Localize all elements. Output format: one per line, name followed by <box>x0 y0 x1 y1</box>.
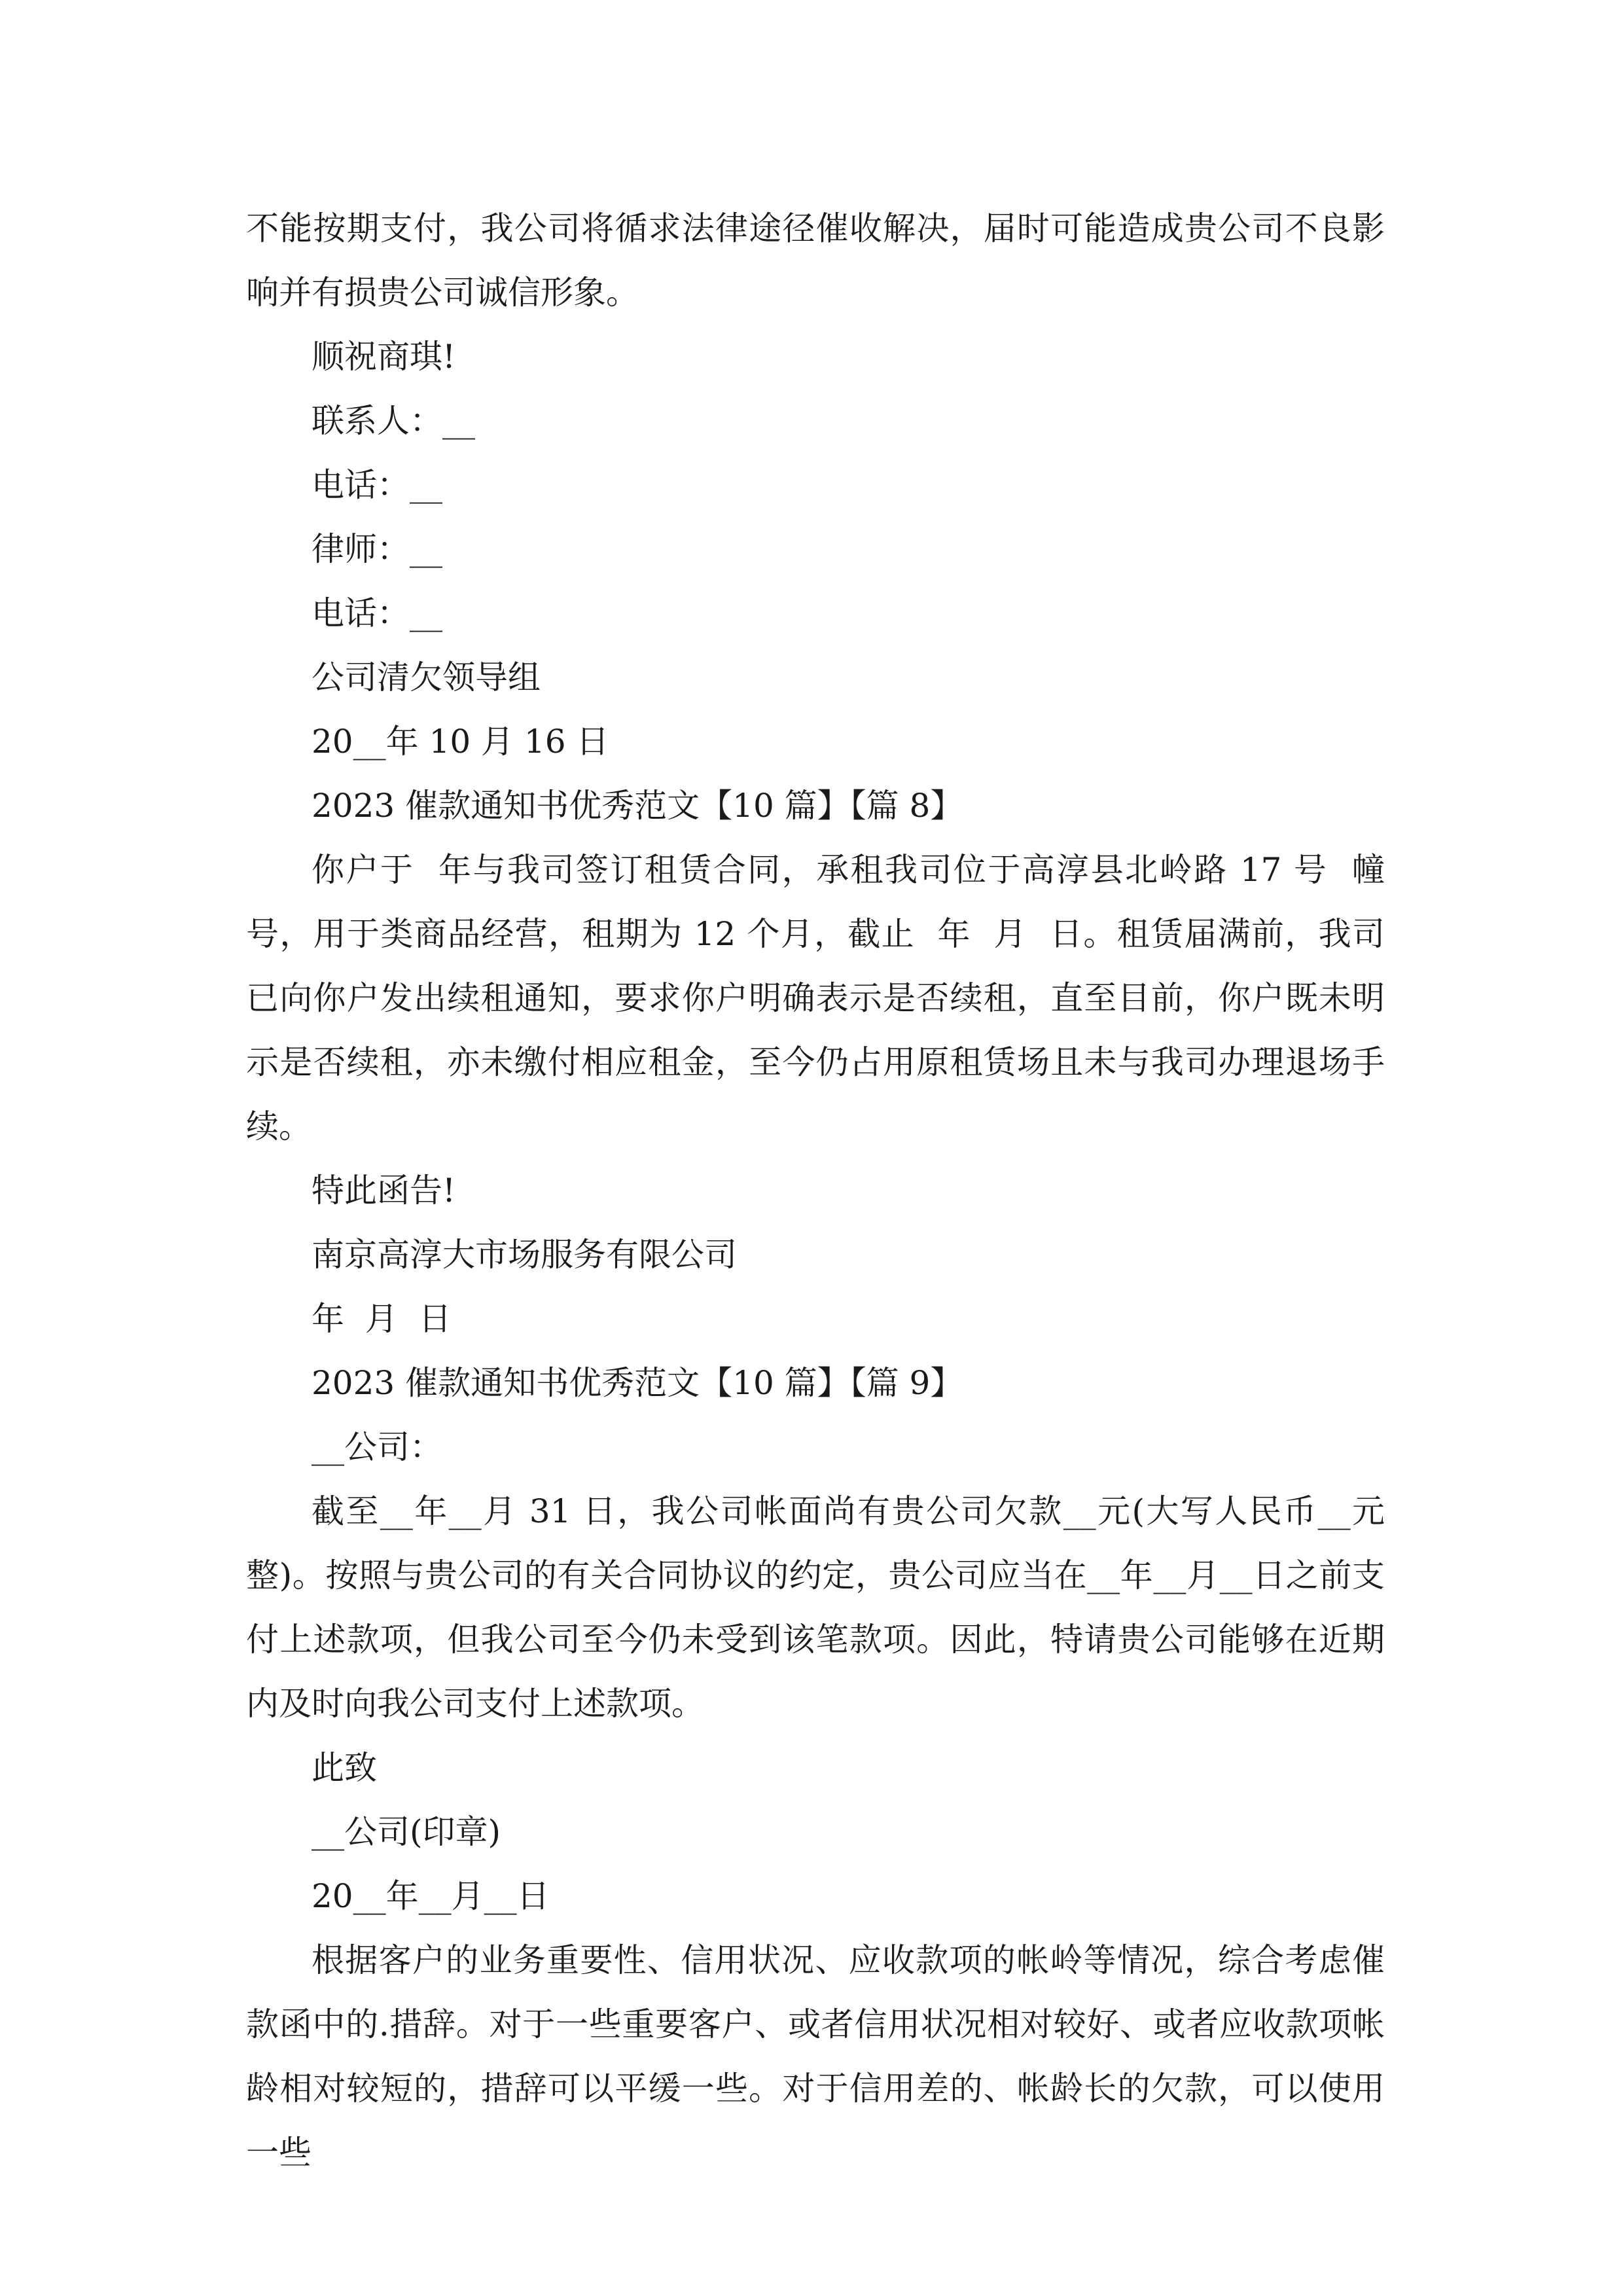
paragraph: 电话：__ <box>312 594 442 632</box>
paragraph: 南京高淳大市场服务有限公司 <box>312 1236 737 1274</box>
paragraph: 此致 <box>312 1749 377 1787</box>
paragraph: 你户于 年与我司签订租赁合同，承租我司位于高淳县北岭路 17 号 幢 号，用于类商品经营，租期为 12 个月，截止 年 月 日。租赁届满前，我司已向你户发出续租通知，要求你户明确表示是否续租，直至目前，你户既未明示是否续租，亦未缴付相应租金，至今仍占用原租赁场且未与我司办理退场手续。 <box>246 851 1406 1145</box>
paragraph: 特此函告! <box>312 1172 456 1210</box>
paragraph: 公司清欠领导组 <box>312 658 541 696</box>
paragraph: 根据客户的业务重要性、信用状况、应收款项的帐岭等情况，综合考虑催款函中的.措辞。对于一些重要客户、或者信用状况相对较好、或者应收款项帐龄相对较短的，措辞可以平缓一些。对于信用差的、帐龄长的欠款，可以使用一些 <box>246 1941 1385 2172</box>
paragraph: 顺祝商琪! <box>312 338 456 376</box>
paragraph: 年 月 日 <box>312 1300 452 1338</box>
paragraph: 联系人：__ <box>312 402 475 440</box>
paragraph: 截至__年__月 31 日，我公司帐面尚有贵公司欠款__元(大写人民币__元整)。按照与贵公司的有关合同协议的约定，贵公司应当在__年__月__日之前支付上述款项，但我公司至今仍未受到该笔款项。因此，特请贵公司能够在近期内及时向我公司支付上述款项。 <box>246 1492 1385 1723</box>
paragraph: 20__年 10 月 16 日 <box>312 723 609 761</box>
paragraph: 不能按期支付，我公司将循求法律途径催收解决，届时可能造成贵公司不良影响并有损贵公司诚信形象。 <box>246 209 1385 312</box>
paragraph: __公司： <box>312 1428 442 1466</box>
paragraph: 20__年__月__日 <box>312 1877 550 1915</box>
paragraph: __公司(印章) <box>312 1813 501 1851</box>
paragraph: 电话：__ <box>312 466 442 504</box>
paragraph: 2023 催款通知书优秀范文【10 篇】【篇 9】 <box>312 1364 963 1402</box>
paragraph: 律师：__ <box>312 530 442 568</box>
document-body <box>246 196 1406 2185</box>
paragraph: 2023 催款通知书优秀范文【10 篇】【篇 8】 <box>312 787 963 825</box>
